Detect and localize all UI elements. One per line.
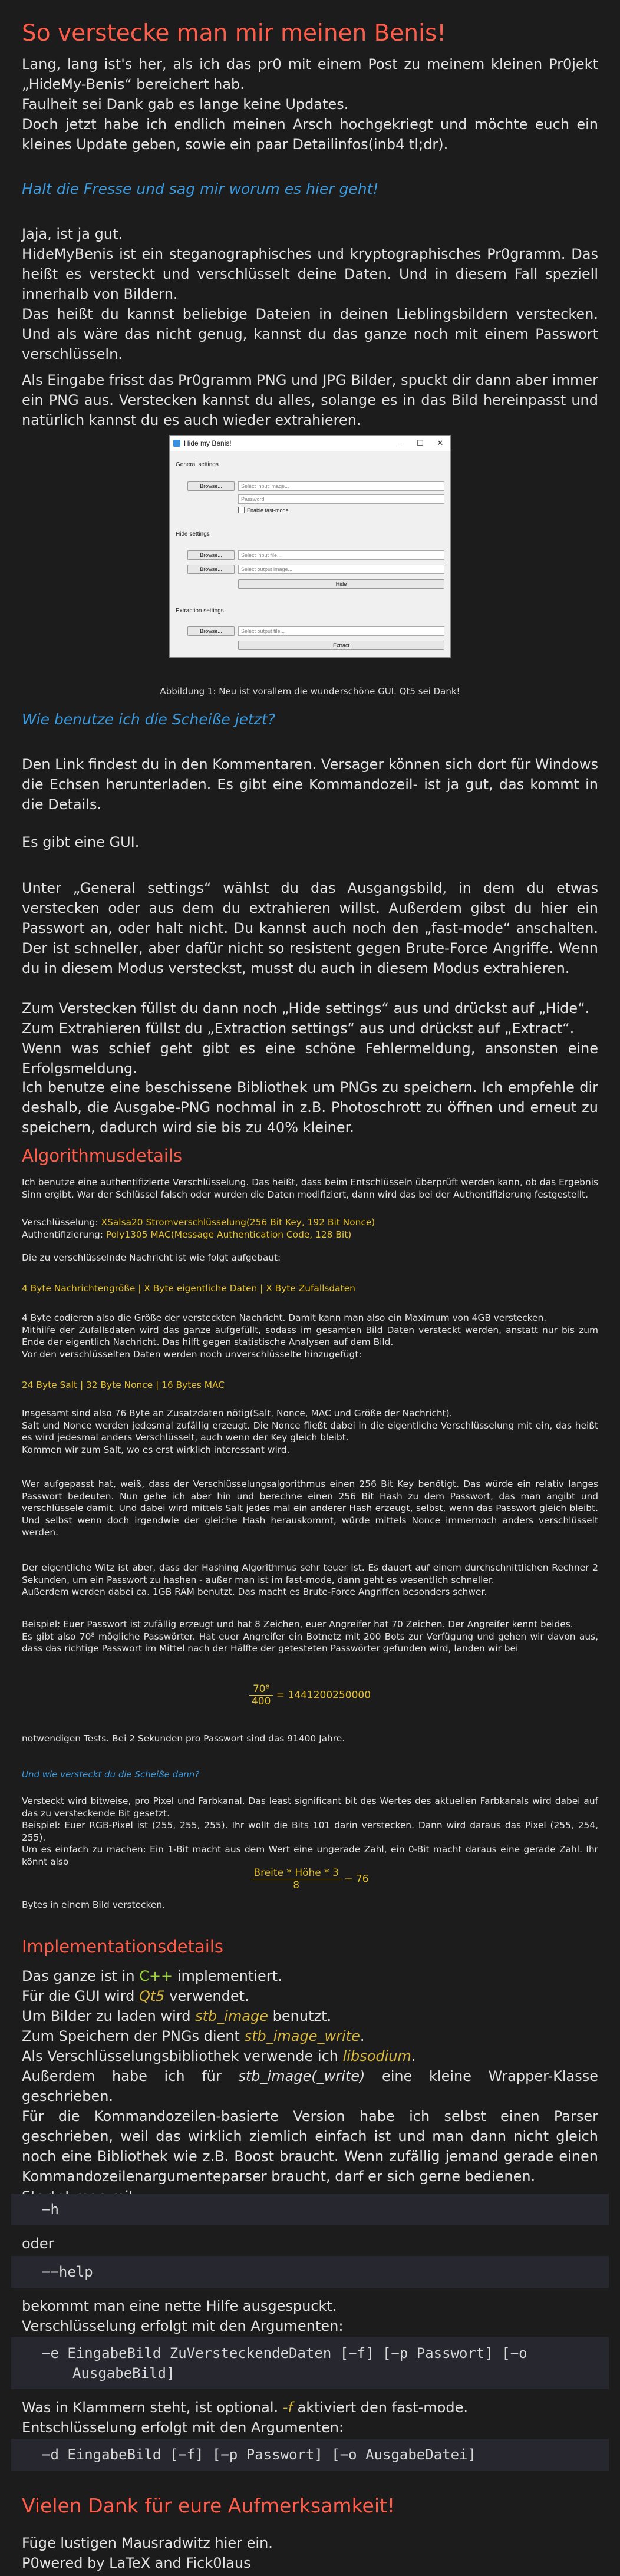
text-line: Füge lustigen Mausradwitz hier ein. — [22, 2535, 273, 2551]
text-line: Den Link findest du in den Kommentaren. Versager können sich dort für Windows die Echsen herunterladen. Es gibt eine Kommandozeil- ist ja gut, das kommt in die Details. — [22, 756, 598, 813]
app-logo-icon — [173, 440, 180, 447]
intro-line: Lang, lang ist's her, als ich das pr0 mit einem Post zu meinem kleinen Pr0jekt „HideMy-Benis“ bereichert hab. — [22, 56, 598, 93]
text-line: Bytes in einem Bild verstecken. — [22, 1899, 165, 1910]
text: Außerdem habe ich für — [22, 2068, 239, 2084]
text-line — [22, 2006, 598, 2026]
hide-button[interactable]: Hide — [238, 579, 444, 589]
denominator: 8 — [293, 1879, 300, 1891]
text-line: Vor den verschlüsselten Daten werden noch unverschlüsselte hinzugefügt: — [22, 1348, 362, 1360]
algo-p7 — [22, 1618, 598, 1655]
text-line: Mithilfe der Zufallsdaten wird das ganze aufgefüllt, sodass im gesamten Bild Daten versteckt werden, anstatt nur bis zum Ende der eigentlich Nachricht. Das hilft gegen statistische Analysen auf dem Bild. — [22, 1324, 598, 1347]
impl-optional — [22, 2397, 598, 2438]
text-line: Entschlüsselung erfolgt mit den Argumenten: — [22, 2419, 344, 2436]
figure-caption: Abbildung 1: Neu ist vorallem die wunderschöne GUI. Qt5 sei Dank! — [160, 686, 460, 697]
impl-oder — [22, 2234, 598, 2254]
text-line: Wenn was schief geht gibt es eine schöne Fehlermeldung, ansonsten eine Erfolgsmeldung. — [22, 1040, 598, 1077]
general-settings-label: General settings — [176, 461, 219, 468]
text: Das ganze ist in — [22, 1968, 140, 1984]
password-field[interactable]: Password — [238, 494, 444, 504]
text-line: notwendigen Tests. Bei 2 Sekunden pro Passwort sind das 91400 Jahre. — [22, 1733, 345, 1744]
window-titlebar — [170, 436, 450, 451]
output-file-field[interactable]: Select output file... — [238, 626, 444, 636]
text-line: Außerdem werden dabei ca. 1GB RAM benutzt. Das macht es Brute-Force Angriffen besonders schwer. — [22, 1587, 487, 1597]
text-line: Die zu verschlüsselnde Nachricht ist wie folgt aufgebaut: — [22, 1252, 281, 1263]
subheading-versteckt: Und wie versteckt du die Scheiße dann? — [22, 1769, 200, 1780]
browse-input-image-button[interactable]: Browse... — [187, 481, 235, 491]
lib-name: stb_image_write — [244, 2028, 360, 2044]
text-line: Beispiel: Euer Passwort ist zufällig erzeugt und hat 8 Zeichen, euer Angreifer hat 70 Zeichen. Der Angreifer kennt beides. — [22, 1619, 573, 1630]
paragraph-gui — [22, 832, 598, 852]
text-line: Ich benutze eine beschissene Bibliothek um PNGs zu speichern. Ich empfehle dir deshalb, die Ausgabe-PNG nochmal in z.B. Photoschrott zu öffnen und erneut zu speichern, dadurch wird sie bis zu 40% kleiner. — [22, 1079, 598, 1136]
text-line: Verschlüsselung erfolgt mit den Argumenten: — [22, 2318, 344, 2334]
text-line: Ich benutze eine authentifizierte Verschlüsselung. Das heißt, dass beim Entschlüsseln überprüft werden kann, ob das Ergebnis Sinn ergibt. War der Schlüssel falsch oder wurden die Daten modifiziert, dann wird das bei der Authentifizierung festgestellt. — [22, 1177, 598, 1200]
code-encrypt-args — [11, 2337, 609, 2389]
text: Um Bilder zu laden wird — [22, 2008, 196, 2024]
message-layout: 4 Byte Nachrichtengröße | X Byte eigentliche Daten | X Byte Zufallsdaten — [22, 1283, 355, 1294]
algo-p1 — [22, 1176, 598, 1200]
encryption-line — [22, 1216, 598, 1229]
lang-name: C++ — [139, 1968, 173, 1984]
text-line — [22, 1986, 598, 2006]
algo-p9 — [22, 1795, 598, 1868]
intro-line: Faulheit sei Dank gab es lange keine Updates. — [22, 96, 349, 113]
text-line: Als Eingabe frisst das Pr0gramm PNG und JPG Bilder, spuckt dir dann aber immer ein PNG aus. Verstecken kannst du alles, solange es in das Bild hereinpasst und natürlich kannst du es auch wieder extrahieren. — [22, 372, 598, 428]
browse-output-file-button[interactable]: Browse... — [187, 626, 235, 636]
algo-p10 — [22, 1899, 598, 1911]
text: benutzt. — [268, 2008, 332, 2024]
algo-p4 — [22, 1407, 598, 1456]
section-algorithmusdetails: Algorithmusdetails — [22, 1146, 183, 1166]
text-line — [22, 2046, 598, 2066]
text-line: HideMyBenis ist ein steganographisches und kryptographisches Pr0gramm. Das heißt es versteckt und verschlüsselt deine Daten. Und in diesem Fall speziell innerhalb von Bildern. — [22, 246, 598, 302]
output-image-field[interactable]: Select output image... — [238, 565, 444, 574]
text-line: Für die Kommandozeilen-basierte Version habe ich selbst einen Parser geschrieben, weil das wirklich ziemlich einfach ist und man dann nicht gleich noch eine Bibliothek wie z.B. Boost braucht. Wenn zufällig jemand gerade einen Kommandozeilenargumenteparser braucht, darf er sich gerne bedienen. — [22, 2108, 598, 2185]
formula-password-tests — [22, 1683, 598, 1707]
minimize-icon[interactable]: — — [396, 438, 404, 448]
text-line — [22, 2397, 598, 2417]
algo-p8 — [22, 1733, 598, 1745]
paragraph-unter — [22, 878, 598, 978]
subheading-worum: Halt die Fresse und sag mir worum es hier geht! — [22, 180, 379, 197]
text: Zum Speichern der PNGs dient — [22, 2028, 245, 2044]
intro-line: Doch jetzt habe ich endlich meinen Arsch hochgekriegt und möchte euch ein kleines Update geben, sowie ein paar Detailinfos(inb4 tl;dr). — [22, 116, 598, 153]
maximize-icon[interactable]: ☐ — [417, 438, 424, 447]
text-line: Beispiel: Euer RGB-Pixel ist (255, 255, 255). Ihr wollt die Bits 101 darin verstecken. Dann wird daraus das Pixel (255, 254, 255). — [22, 1820, 598, 1843]
code-line: −e EingabeBild ZuVersteckendeDaten [−f] [−p Passwort] [−o — [42, 2345, 527, 2361]
fraction — [251, 1867, 341, 1891]
denominator: 400 — [251, 1696, 271, 1707]
text-line: Unter „General settings“ wählst du das Ausgangsbild, in dem du etwas verstecken oder aus dem du extrahieren willst. Außerdem gibst du hier ein Passwort an, oder halt nicht. Du kannst auch noch den „fast-mode“ anschalten. Der ist schneller, aber dafür nicht so resistent gegen Brute-Force Angriffe. Wenn du in diesem Modus versteckst, musst du auch in diesem Modus extrahieren. — [22, 880, 598, 977]
text: eine kleine Wrapper-Klasse geschrieben. — [22, 2068, 598, 2105]
paragraph-link — [22, 754, 598, 814]
text-line — [22, 2026, 598, 2046]
document-title: So verstecke man mir meinen Benis! — [22, 20, 446, 47]
text-line: Versteckt wird bitweise, pro Pixel und Farbkanal. Das least significant bit des Wertes des aktuellen Farbkanals wird dabei auf das zu versteckende Bit gesetzt. — [22, 1796, 598, 1819]
outro-paragraph — [22, 2533, 598, 2573]
text: Als Verschlüsselungsbibliothek verwende ich — [22, 2048, 343, 2064]
text-line: Wer aufgepasst hat, weiß, dass der Verschlüsselungsalgorithmus einen 256 Bit Key benötigt. Das würde ein relativ langes Passwort bedeuten. Nun gehe ich aber hin und berechne einen 256 Bit Hash zu dem Passwort, das man angibt und verschlüssele damit. Und dabei wird mittels Salt jedes mal ein anderer Hash erzeugt, selbst, wenn das Passwort gleich bleibt. Und selbst wenn doch irgendwie der gleiche Hash herauskommt, würde mittels Nonce immernoch anders verschlüsselt werden. — [22, 1479, 598, 1538]
formula-result: = 1441200250000 — [276, 1689, 371, 1701]
fast-mode-label: Enable fast-mode — [247, 507, 289, 513]
extraction-settings-label: Extraction settings — [176, 608, 224, 614]
gui-screenshot — [169, 435, 451, 658]
label: Authentifizierung: — [22, 1229, 106, 1240]
algo-p5 — [22, 1478, 598, 1539]
formula-rest: − 76 — [344, 1873, 369, 1885]
input-image-field[interactable]: Select input image... — [238, 481, 444, 491]
lib-name: stb_image(_write) — [238, 2068, 365, 2084]
subheading-benutze: Wie benutze ich die Scheiße jetzt? — [22, 711, 275, 728]
paragraph-jaja — [22, 224, 598, 364]
close-icon[interactable]: ✕ — [437, 438, 444, 447]
text-line — [22, 1966, 598, 1986]
fast-mode-checkbox[interactable] — [238, 507, 289, 513]
section-thanks: Vielen Dank für eure Aufmerksamkeit! — [22, 2494, 395, 2517]
section-implementationsdetails: Implementationsdetails — [22, 1937, 223, 1957]
text: Für die GUI wird — [22, 1988, 139, 2004]
text-line: Der eigentliche Witz ist aber, dass der Hashing Algorithmus sehr teuer ist. Es dauert auf einem durchschnittlichen Rechner 2 Sekunden, um ein Passwort zu hashen - außer man ist im fast-mode, dann geht es wesentlich schneller. — [22, 1562, 598, 1585]
impl-paragraph — [22, 1966, 598, 2206]
value: XSalsa20 Stromverschlüsselung(256 Bit Key, 192 Bit Nonce) — [101, 1217, 375, 1228]
text-line: Zum Extrahieren füllst du „Extraction settings“ aus und drückst auf „Extract“. — [22, 1020, 575, 1037]
code-help-long: −−help — [11, 2256, 609, 2288]
extract-button[interactable]: Extract — [238, 641, 444, 650]
text-line: oder — [22, 2235, 54, 2252]
text-line: Es gibt also 70⁸ mögliche Passwörter. Hat euer Angreifer ein Botnetz mit 200 Bots zur Verfügung und gehen wir davon aus, dass das richtige Passwort im Mittel nach der Hälfte der getesteten Passwörter gefunden wird, landen wir bei — [22, 1631, 598, 1654]
auth-line — [22, 1229, 598, 1241]
text-line: Jaja, ist ja gut. — [22, 226, 123, 242]
numerator: Breite * Höhe * 3 — [251, 1867, 341, 1879]
paragraph-zum — [22, 998, 598, 1078]
text-line: P0wered by LaTeX and Fick0laus — [22, 2555, 251, 2571]
fraction — [249, 1683, 273, 1707]
lib-name: stb_image — [195, 2008, 269, 2024]
input-file-field[interactable]: Select input file... — [238, 550, 444, 560]
paragraph-ich — [22, 1077, 598, 1137]
algo-p2 — [22, 1252, 598, 1264]
text-line: Insgesamt sind also 76 Byte an Zusatzdaten nötig(Salt, Nonce, MAC und Größe der Nachricht). — [22, 1408, 453, 1419]
checkbox-box[interactable] — [238, 507, 245, 513]
flag-name: -f — [282, 2399, 293, 2416]
text: aktiviert den fast-mode. — [292, 2399, 468, 2416]
text: . — [411, 2048, 416, 2064]
value: Poly1305 MAC(Message Authentication Code, 128 Bit) — [105, 1229, 352, 1240]
window-title: Hide my Benis! — [184, 439, 232, 447]
numerator: 70⁸ — [249, 1683, 273, 1696]
text-line: bekommt man eine nette Hilfe ausgespuckt. — [22, 2298, 337, 2314]
code-help-short: −h — [11, 2194, 609, 2225]
code-decrypt-args: −d EingabeBild [−f] [−p Passwort] [−o AusgabeDatei] — [11, 2439, 609, 2471]
algo-cipher-info — [22, 1216, 598, 1241]
text-line: Zum Verstecken füllst du dann noch „Hide settings“ aus und drückst auf „Hide“. — [22, 1000, 590, 1017]
text: Was in Klammern steht, ist optional. — [22, 2399, 283, 2416]
text: implementiert. — [173, 1968, 282, 1984]
text: . — [360, 2028, 365, 2044]
lib-name: Qt5 — [138, 1988, 165, 2004]
browse-input-file-button[interactable]: Browse... — [187, 550, 235, 560]
hide-settings-label: Hide settings — [176, 531, 210, 537]
text: verwendet. — [164, 1988, 249, 2004]
intro-paragraph — [22, 54, 598, 154]
browse-output-image-button[interactable]: Browse... — [187, 565, 235, 574]
label: Verschlüsselung: — [22, 1217, 101, 1228]
paragraph-eingabe — [22, 370, 598, 430]
text-line: Es gibt eine GUI. — [22, 834, 140, 850]
text-line: Salt und Nonce werden jedesmal zufällig erzeugt. Die Nonce fließt dabei in die eigentliche Verschlüsselung mit ein, das heißt es wird jedesmal anders Verschlüsselt, auch wenn der Key gleich bleibt. — [22, 1420, 598, 1443]
code-line: AusgabeBild] — [72, 2365, 175, 2382]
text-line: Das heißt du kannst beliebige Dateien in deinen Lieblingsbildern verstecken. Und als wäre das nicht genug, kannst du das ganze noch mit einem Passwort verschlüsseln. — [22, 306, 598, 362]
algo-p3 — [22, 1312, 598, 1360]
impl-help-desc — [22, 2296, 598, 2336]
text-line: Kommen wir zum Salt, wo es erst wirklich interessant wird. — [22, 1444, 290, 1455]
text-line: 4 Byte codieren also die Größe der versteckten Nachricht. Damit kann man also ein Maximum von 4GB verstecken. — [22, 1312, 547, 1323]
algo-p6 — [22, 1562, 598, 1598]
header-layout: 24 Byte Salt | 32 Byte Nonce | 16 Bytes MAC — [22, 1380, 225, 1390]
lib-name: libsodium — [342, 2048, 411, 2064]
formula-capacity — [22, 1867, 598, 1891]
text-line — [22, 2066, 598, 2106]
text-line: Um es einfach zu machen: Ein 1-Bit macht aus dem Wert eine ungerade Zahl, ein 0-Bit macht daraus eine gerade Zahl. Ihr könnt also — [22, 1844, 598, 1867]
